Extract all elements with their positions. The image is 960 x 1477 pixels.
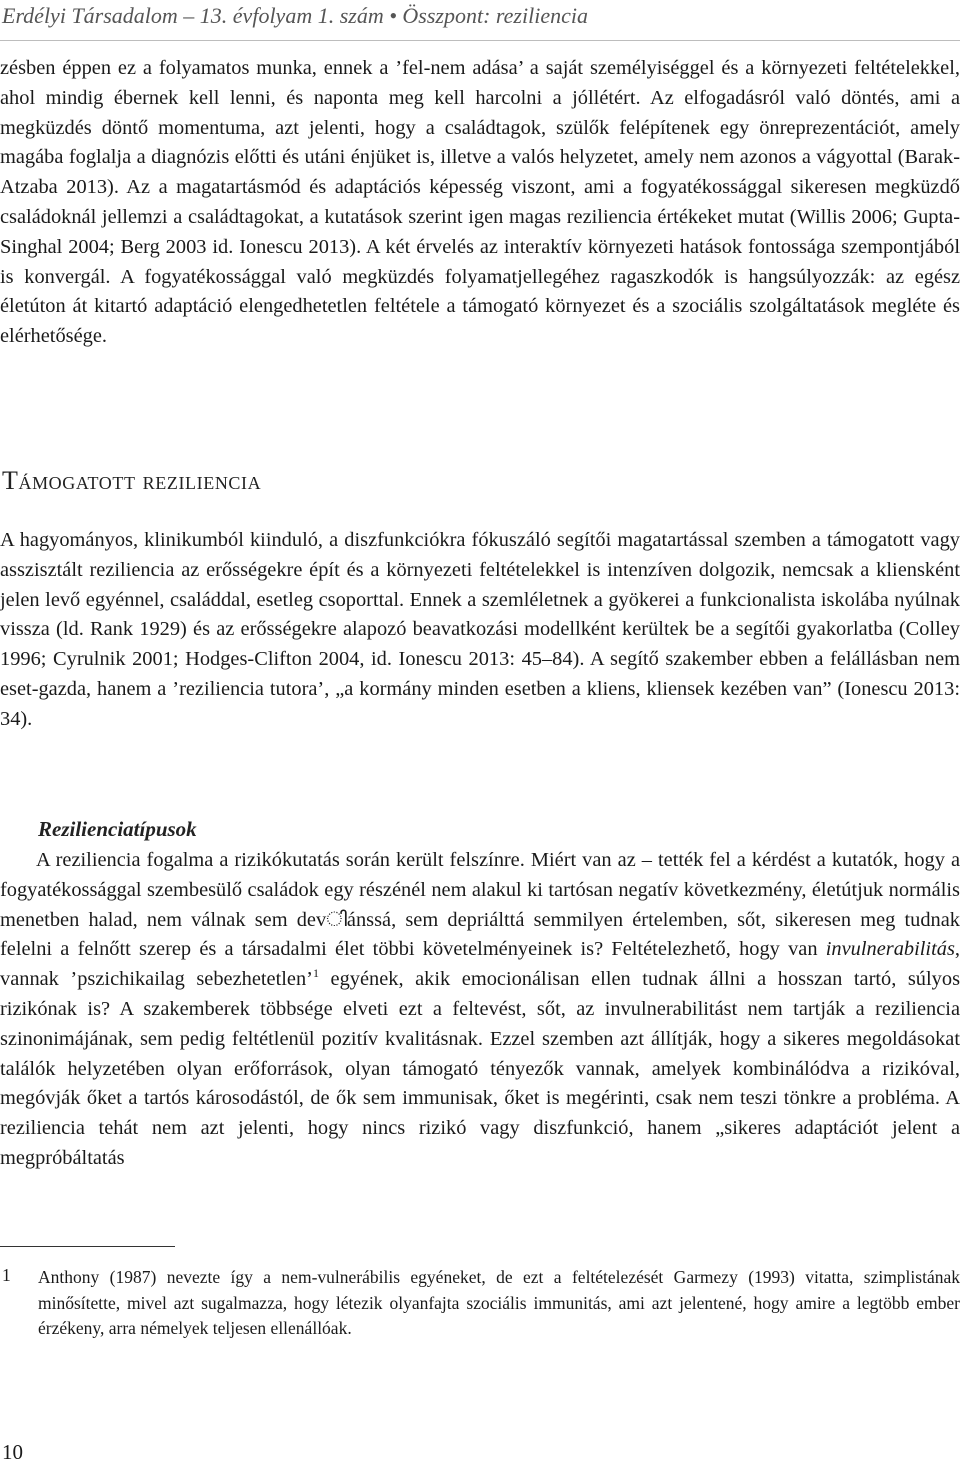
- subsection-title: Rezilienciatípusok: [38, 817, 197, 841]
- footnote-rule: [0, 1246, 175, 1247]
- footnote-text: Anthony (1987) nevezte így a nem-vulnerábilis egyéneket, de ezt a feltételezését Garmezy (1993) vitatta, szimplistának minősítette, mivel azt sugalmazza, hogy létezik olyanfajta szociális immunitás, ami azt jelentené, hogy amire a legtöbb ember érzékeny, arra némelyek teljesen ellenállóak.: [38, 1267, 960, 1338]
- subsection-text-part2: , vannak ’pszichikailag sebezhetetlen’: [0, 938, 960, 991]
- footnote-number: 1: [2, 1265, 11, 1285]
- running-head: Erdélyi Társadalom – 13. évfolyam 1. szám • Összpont: reziliencia: [2, 3, 588, 28]
- header-rule: [0, 40, 960, 41]
- section-title: Támogatott reziliencia: [2, 466, 262, 495]
- footnote-reference[interactable]: 1: [312, 966, 319, 981]
- section-paragraph: A hagyományos, klinikumból kiinduló, a diszfunkciókra fókuszáló segítői magatartással szemben a támogatott vagy asszisztált reziliencia az erősségekre épít és a környezeti feltételekkel is intenzíven dolgozik, nemcsak a kliensként jelen levő egyénnel, családdal, esetleg csoporttal. Ennek a szemléletnek a gyökerei a funkcionalista iskolába nyúlnak vissza (ld. Rank 1929) és az erősségekre alapozó beavatkozási modellként kerültek be a segítői gyakorlatba (Colley 1996; Cyrulnik 2001; Hodges-Clifton 2004, id. Ionescu 2013: 45–84). A segítő szakember ebben a felállásban nem eset-gazda, hanem a ’reziliencia tutora’, „a kormány minden esetben a kliens, kliensek kezében van” (Ionescu 2013: 34).: [0, 529, 960, 730]
- subsection-paragraph: [0, 846, 960, 1174]
- subsection-text-part1: A reziliencia fogalma a rizikókutatás során került felszínre. Miért van az – tették fel a kérdést a kutatók, hogy a fogyatékossággal szembesülő családok egy részénél nem alakul ki tartósan negatív következmény, életútjuk normális menetben halad, nem válnak sem devിánssá, sem depriálttá semmilyen értelemben, sőt, sikeresen meg tudnak felelni a felnőtt szerep és a társadalmi élet többi követelményeinek is? Feltételezhető, hogy van: [0, 849, 960, 961]
- subsection-text-part3: egyének, akik emocionálisan ellen tudnak állni a hosszan tartó, súlyos rizikónak is? A szakemberek többsége elveti ezt a feltevést, sőt, az invulnerabilitást nem tartják a reziliencia szinonimájának, sem pedig feltétlenül pozitív kvalitásnak. Ezzel szemben azt állítják, hogy a sikeres megoldásokat találók helyzetében olyan erőforrások, olyan támogató tényezők vannak, amelyek kombinálódva a rizikóval, megóvják őket a tartós károsodástól, de ők sem immunisak, őket is megérinti, csak nem teszi tönkre a probléma. A reziliencia tehát nem azt jelenti, hogy nincs rizikó vagy diszfunkció, hanem „sikeres adaptációt jelent a megpróbáltatás: [0, 968, 960, 1169]
- term-invulnerability: invulnerabilitás: [825, 938, 955, 961]
- intro-paragraph: zésben éppen ez a folyamatos munka, ennek a ’fel-nem adása’ a saját személyiséggel és a környezeti feltételekkel, ahol mindig ébernek kell lenni, és naponta meg kell harcolni a jóllétért. Az elfogadásról való döntés, ami a megküzdés döntő momentuma, azt jelenti, hogy a családtagok, szülők felépítenek egy önreprezentációt, amely magába foglalja a diagnózis előtti és utáni énjüket is, illetve a valós helyzetet, amely nem azonos a vágyottal (Barak-Atzaba 2013). Az a magatartásmód és adaptációs képesség viszont, ami a fogyatékossággal sikeresen megküzdő családoknál jellemzi a családtagokat, a kutatások szerint igen magas reziliencia értékeket mutat (Willis 2006; Gupta-Singhal 2004; Berg 2003 id. Ionescu 2013). A két érvelés az interaktív környezeti hatások fontossága szempontjából is konvergál. A fogyatékossággal való megküzdés folyamatjellegéhez ragaszkodók is hangsúlyozzák: az egész életúton át kitartó adaptáció elengedhetetlen feltétele a támogató környezet és a szociális szolgáltatások megléte és elérhetősége.: [0, 57, 960, 348]
- page-number: 10: [2, 1440, 23, 1464]
